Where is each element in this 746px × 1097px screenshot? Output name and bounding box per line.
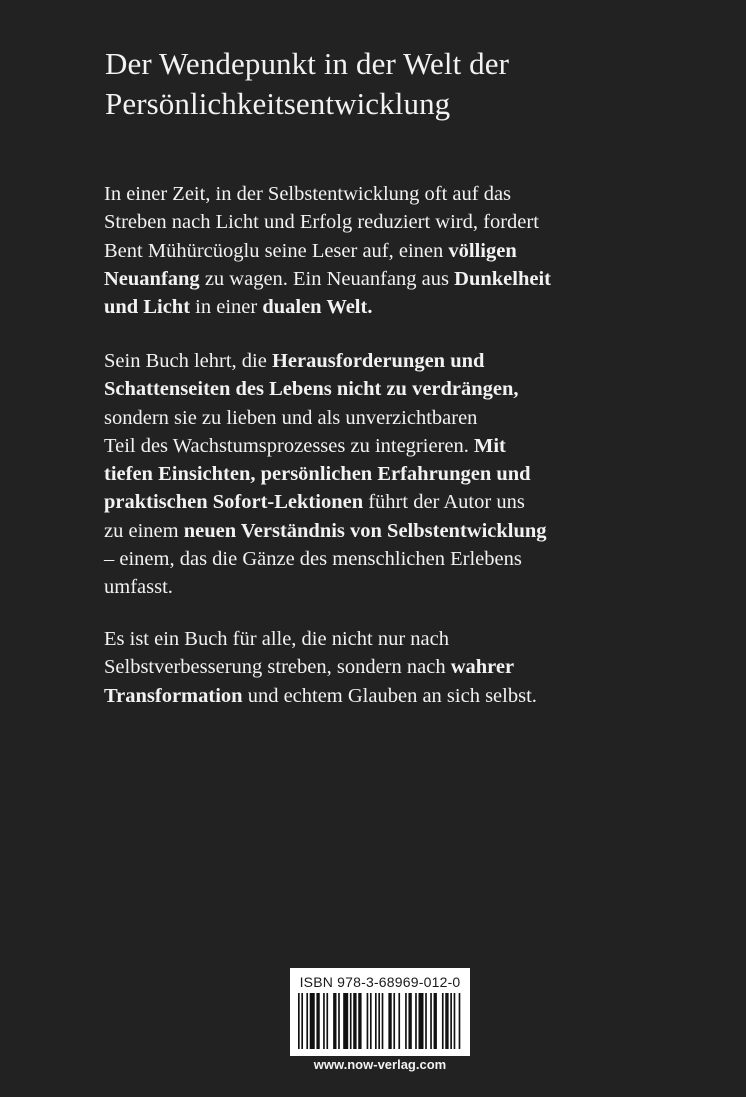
p3-bold-text: Transformation [104, 684, 243, 707]
barcode-bar [367, 993, 369, 1049]
p1-text: Bent Mühürcüoglu seine Leser auf, einen [104, 239, 449, 262]
p3-line: Es ist ein Buch für alle, die nicht nur nach [104, 628, 449, 650]
p2-line [104, 488, 624, 516]
p3-line [104, 682, 624, 710]
p3-text: Selbstverbesserung streben, sondern nach [104, 656, 451, 679]
p2-line: umfasst. [104, 576, 173, 599]
blurb-paragraph-1 [104, 180, 624, 321]
p1-line: Streben nach Licht und Erfolg reduziert wird, fordert [104, 211, 539, 234]
p3-line [104, 653, 624, 681]
blurb-paragraph-3 [104, 625, 624, 710]
p1-bold-text: Neuanfang [104, 267, 200, 290]
p3-bold-text: wahrer [450, 656, 515, 679]
barcode-bar [306, 993, 308, 1049]
barcode-bar [350, 993, 352, 1049]
p2-bold-text: Schattenseiten des Lebens nicht zu verdrängen, [104, 378, 519, 401]
barcode-bar [434, 993, 437, 1049]
barcode-bar [408, 993, 411, 1049]
barcode-bar [323, 993, 325, 1049]
barcode-bar [430, 993, 432, 1049]
p2-line [104, 375, 624, 403]
p2-text: führt der Autor uns [363, 491, 525, 514]
p2-bold-text: tiefen Einsichten, persönlichen Erfahrungen und [104, 463, 531, 486]
isbn-number: ISBN 978-3-68969-012-0 [299, 974, 461, 990]
p2-line [104, 347, 624, 375]
barcode-bar [425, 993, 427, 1049]
barcode-bar [382, 993, 384, 1049]
publisher-website: www.now-verlag.com [313, 1057, 447, 1072]
barcode-bar [405, 993, 407, 1049]
p2-line [104, 432, 624, 460]
p2-line: sondern sie zu lieben und als unverzichtbaren [104, 406, 478, 429]
p2-bold-text: praktischen Sofort-Lektionen [104, 491, 364, 514]
barcode-bar [353, 993, 356, 1049]
p3-text: und echtem Glauben an sich selbst. [242, 684, 537, 707]
p2-line [104, 460, 624, 488]
barcode-bar [442, 993, 444, 1049]
barcode-bar [398, 993, 400, 1049]
p2-bold-text: Mit [473, 434, 506, 457]
p2-text: zu einem [104, 519, 184, 542]
p1-bold-text: Dunkelheit [454, 267, 551, 290]
barcode-bar [338, 993, 340, 1049]
barcode-bar [358, 993, 361, 1049]
p2-line [104, 517, 624, 545]
barcode-bar [343, 993, 348, 1049]
p1-bold-text: völligen [448, 239, 517, 262]
isbn-barcode [290, 968, 470, 1056]
barcode-bar [388, 993, 391, 1049]
p2-bold-text: Herausforderungen und [271, 350, 485, 372]
p1-bold-text: dualen Welt. [262, 296, 373, 319]
barcode-bar [375, 993, 377, 1049]
barcode-bar [316, 993, 319, 1049]
p1-line [104, 293, 624, 321]
p1-line [104, 237, 624, 265]
p2-text: Sein Buch lehrt, die [104, 350, 272, 372]
barcode-bar [450, 993, 452, 1049]
barcode-bar [333, 993, 336, 1049]
barcode-bar [459, 993, 461, 1049]
barcode-bar [370, 993, 372, 1049]
barcode-bar [454, 993, 456, 1049]
barcode-bar [393, 993, 395, 1049]
p1-line [104, 265, 624, 293]
barcode-bar [415, 993, 417, 1049]
p2-bold-text: neuen Verständnis von Selbstentwicklung [183, 519, 547, 542]
barcode-bar [378, 993, 380, 1049]
p1-line: In einer Zeit, in der Selbstentwicklung oft auf das [104, 183, 512, 205]
barcode-bar [326, 993, 328, 1049]
title-line-1: Der Wendepunkt in der Welt der [105, 46, 510, 81]
barcode-bar [310, 993, 315, 1049]
p2-text: Teil des Wachstumsprozesses zu integrieren. [104, 434, 474, 457]
barcode-bar [301, 993, 303, 1049]
blurb-paragraph-2 [104, 347, 624, 602]
barcode-bar [445, 993, 448, 1049]
p1-bold-text: und Licht [104, 296, 191, 319]
title-line-2: Persönlichkeitsentwicklung [105, 86, 451, 121]
p1-text: zu wagen. Ein Neuanfang aus [199, 267, 455, 290]
p1-text: in einer [190, 296, 263, 319]
barcode-bar [298, 993, 300, 1049]
cover-title [105, 44, 665, 124]
barcode-bar [418, 993, 423, 1049]
barcode-bars [298, 993, 462, 1049]
p2-line: – einem, das die Gänze des menschlichen Erlebens [104, 548, 522, 571]
